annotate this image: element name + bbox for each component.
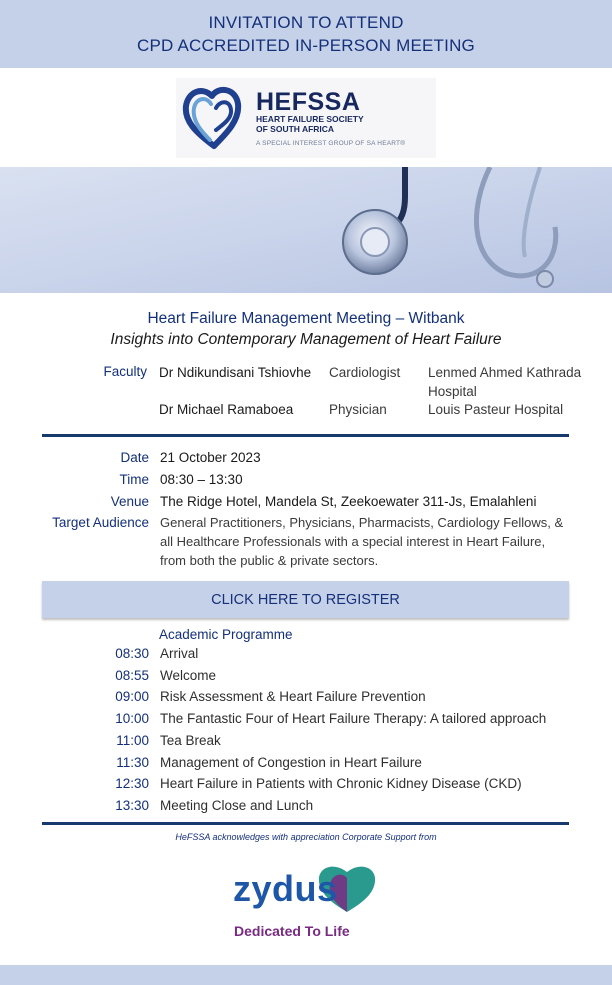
programme-time: 11:30 <box>116 755 149 770</box>
programme-item: Meeting Close and Lunch <box>160 798 314 813</box>
zydus-brand: zydus <box>233 868 338 909</box>
faculty-role: Physician <box>329 402 387 417</box>
audience-label: Target Audience <box>52 515 149 530</box>
programme-time: 08:55 <box>115 668 149 683</box>
header-line-2: CPD ACCREDITED IN-PERSON MEETING <box>137 36 475 55</box>
faculty-hospital: Louis Pasteur Hospital <box>428 402 564 417</box>
venue-value: The Ridge Hotel, Mandela St, Zeekoewater 311-Js, Emalahleni <box>160 494 537 509</box>
programme-item: Welcome <box>160 668 217 683</box>
programme-time: 10:00 <box>115 711 149 726</box>
meeting-title: Heart Failure Management Meeting – Witbank <box>147 310 465 327</box>
programme-time: 13:30 <box>115 798 149 813</box>
faculty-hospital: Lenmed Ahmed Kathrada Hospital <box>428 365 582 399</box>
divider <box>42 822 569 825</box>
faculty-role: Cardiologist <box>329 365 401 380</box>
date-label: Date <box>120 450 149 465</box>
programme-item: Tea Break <box>160 733 221 748</box>
programme-item: Management of Congestion in Heart Failure <box>160 755 422 770</box>
stethoscope-banner <box>0 167 612 293</box>
date-value: 21 October 2023 <box>160 450 261 465</box>
header-band <box>0 0 612 68</box>
programme-item: Heart Failure in Patients with Chronic Kidney Disease (CKD) <box>160 776 522 791</box>
zydus-tagline: Dedicated To Life <box>234 923 350 939</box>
heart-logo-icon <box>180 82 250 154</box>
sponsor-acknowledgement: HeFSSA acknowledges with appreciation Corporate Support from <box>175 832 437 842</box>
programme-time: 09:00 <box>115 689 149 704</box>
audience-value: General Practitioners, Physicians, Pharmacists, Cardiology Fellows, & all Healthcare Professionals with a special interest in Heart Failure, from both the public & private sectors. <box>160 515 564 568</box>
programme-time: 11:00 <box>116 733 149 748</box>
logo-subtitle <box>256 115 364 134</box>
venue-label: Venue <box>110 494 149 509</box>
faculty-name: Dr Michael Ramaboea <box>159 402 294 417</box>
logo-subtitle-line-1: HEART FAILURE SOCIETY <box>256 114 364 124</box>
time-value: 08:30 – 13:30 <box>160 472 243 487</box>
programme-item: Risk Assessment & Heart Failure Prevention <box>160 689 426 704</box>
programme-item: Arrival <box>160 646 199 661</box>
programme-time: 08:30 <box>115 646 149 661</box>
header-line-1: INVITATION TO ATTEND <box>208 13 404 32</box>
logo-tagline: A SPECIAL INTEREST GROUP OF SA HEART® <box>256 140 406 147</box>
footer-band <box>0 965 612 985</box>
logo-subtitle-line-2: OF SOUTH AFRICA <box>256 123 335 134</box>
programme-time: 12:30 <box>115 776 149 791</box>
divider <box>42 434 569 437</box>
faculty-name: Dr Ndikundisani Tshiovhe <box>159 365 312 380</box>
time-label: Time <box>119 472 149 487</box>
meeting-subtitle: Insights into Contemporary Management of Heart Failure <box>110 331 502 348</box>
zydus-logo <box>230 862 380 942</box>
register-button[interactable]: CLICK HERE TO REGISTER <box>42 581 569 618</box>
hefssa-logo <box>176 78 436 158</box>
stethoscope-image <box>0 167 612 293</box>
programme-item: The Fantastic Four of Heart Failure Therapy: A tailored approach <box>160 711 547 726</box>
logo-name: HEFSSA <box>256 88 361 116</box>
programme-heading: Academic Programme <box>159 627 293 642</box>
faculty-label: Faculty <box>103 364 147 379</box>
